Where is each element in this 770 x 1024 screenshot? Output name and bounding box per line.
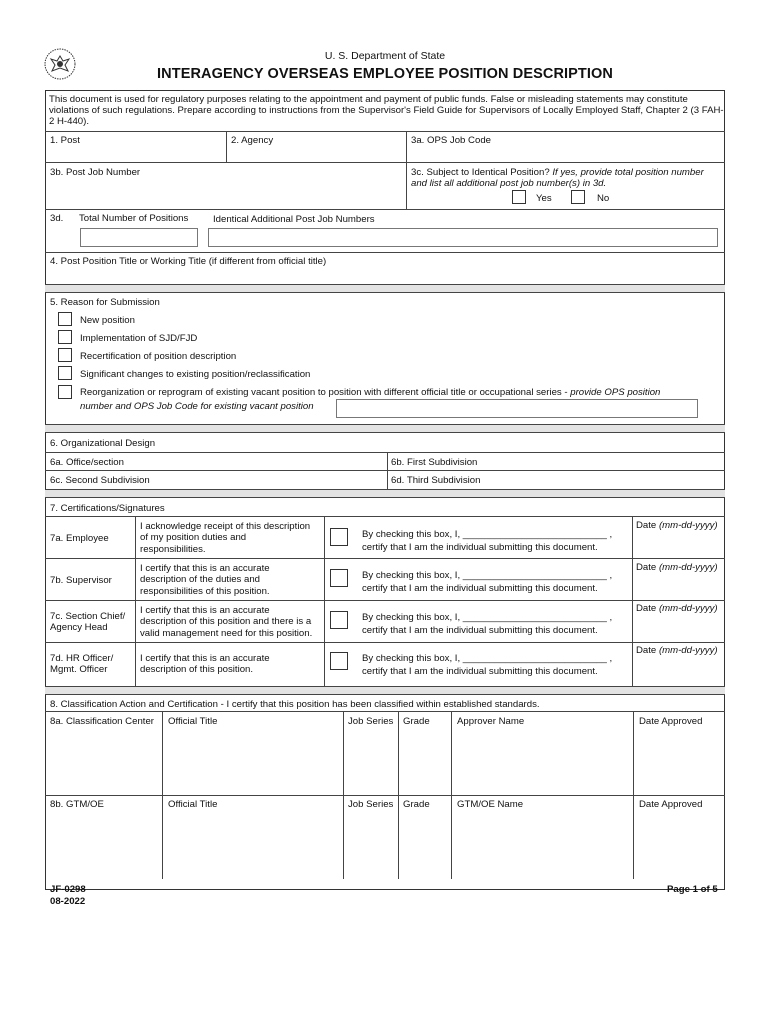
official-title-field[interactable]: Official Title bbox=[168, 716, 218, 727]
cert-text: I certify that this is an accurate description of this position. bbox=[140, 653, 270, 676]
date-approved-field[interactable]: Date Approved bbox=[639, 716, 703, 727]
job-series-field[interactable]: Job Series bbox=[348, 799, 394, 810]
grade-field[interactable]: Grade bbox=[403, 716, 430, 727]
reorganization-label: Reorganization or reprogram of existing vacant position to position with different official title or occupational series - provide OPS position bbox=[80, 387, 661, 398]
classification-center-field[interactable]: 8a. Classification Center bbox=[50, 716, 154, 727]
department-name: U. S. Department of State bbox=[324, 50, 446, 62]
cert-role: 7d. HR Officer/ Mgmt. Officer bbox=[50, 653, 114, 676]
num-positions-label: Total Number of Positions bbox=[79, 213, 189, 224]
vacant-position-input[interactable] bbox=[336, 399, 698, 418]
section-divider bbox=[45, 284, 725, 293]
cert-statement: By checking this box, I, ___________________________ , certify that I am the individual submitting this document. bbox=[362, 612, 613, 636]
page-number: Page 1 of 5 bbox=[667, 884, 718, 895]
cert-text: I certify that this is an accurate description of this position and there is a valid management need for this position. bbox=[140, 605, 313, 639]
date-field-hr-officer[interactable]: Date (mm-dd-yyyy) bbox=[636, 645, 718, 656]
date-approved-field[interactable]: Date Approved bbox=[639, 799, 703, 810]
post-job-number-field[interactable]: 3b. Post Job Number bbox=[50, 167, 141, 178]
first-subdivision-field[interactable]: 6b. First Subdivision bbox=[391, 457, 478, 468]
significant-changes-label: Significant changes to existing position/reclassification bbox=[80, 369, 311, 380]
second-subdivision-field[interactable]: 6c. Second Subdivision bbox=[50, 475, 150, 486]
intro-text: This document is used for regulatory purposes relating to the appointment and payment of public funds. False or misleading statements may constitute violations of such regulations. Prepare according to instructions from the Supervisor's Field Guide for Supervisors of Locally Employed Staff, Chapter 2 (3 FAH-2 H-440). bbox=[49, 94, 724, 127]
no-label: No bbox=[597, 193, 610, 204]
significant-changes-checkbox[interactable] bbox=[58, 366, 72, 380]
cert-checkbox-hr-officer[interactable] bbox=[330, 652, 348, 670]
gtm-oe-name-field[interactable]: GTM/OE Name bbox=[457, 799, 524, 810]
form-title: INTERAGENCY OVERSEAS EMPLOYEE POSITION DESCRIPTION bbox=[157, 66, 613, 82]
org-heading: 6. Organizational Design bbox=[50, 438, 156, 449]
additional-jobs-input[interactable] bbox=[208, 228, 718, 247]
classification-heading: 8. Classification Action and Certification - I certify that this position has been classified within established standards. bbox=[50, 699, 540, 710]
identical-position-note: and list all additional post job number(s) in 3d. bbox=[411, 178, 607, 189]
cert-text: I acknowledge receipt of this description of my position duties and responsibilities. bbox=[140, 521, 311, 555]
implementation-label: Implementation of SJD/FJD bbox=[80, 333, 198, 344]
reorganization-label-2: number and OPS Job Code for existing vacant position bbox=[80, 401, 314, 412]
section-divider bbox=[45, 424, 725, 433]
no-checkbox[interactable] bbox=[571, 190, 585, 204]
agency-field[interactable]: 2. Agency bbox=[231, 135, 274, 146]
date-field-section-chief[interactable]: Date (mm-dd-yyyy) bbox=[636, 603, 718, 614]
cert-statement: By checking this box, I, ___________________________ , certify that I am the individual submitting this document. bbox=[362, 570, 613, 594]
position-title-field[interactable]: 4. Post Position Title or Working Title (if different from official title) bbox=[50, 256, 327, 267]
date-field-employee[interactable]: Date (mm-dd-yyyy) bbox=[636, 520, 718, 531]
recertification-label: Recertification of position description bbox=[80, 351, 237, 362]
section-divider bbox=[45, 489, 725, 498]
yes-checkbox[interactable] bbox=[512, 190, 526, 204]
date-field-supervisor[interactable]: Date (mm-dd-yyyy) bbox=[636, 562, 718, 573]
recertification-checkbox[interactable] bbox=[58, 348, 72, 362]
cert-checkbox-section-chief[interactable] bbox=[330, 611, 348, 629]
num-positions-input[interactable] bbox=[80, 228, 198, 247]
cert-heading: 7. Certifications/Signatures bbox=[50, 503, 165, 514]
num-positions-prefix: 3d. bbox=[50, 213, 64, 224]
job-series-field[interactable]: Job Series bbox=[348, 716, 394, 727]
gtm-oe-field[interactable]: 8b. GTM/OE bbox=[50, 799, 104, 810]
cert-text: I certify that this is an accurate description of the duties and responsibilities of this position. bbox=[140, 563, 270, 597]
new-position-label: New position bbox=[80, 315, 135, 326]
cert-checkbox-employee[interactable] bbox=[330, 528, 348, 546]
cert-statement: By checking this box, I, ___________________________ , certify that I am the individual submitting this document. bbox=[362, 529, 613, 553]
section-divider bbox=[45, 686, 725, 695]
implementation-checkbox[interactable] bbox=[58, 330, 72, 344]
approver-name-field[interactable]: Approver Name bbox=[457, 716, 525, 727]
reason-heading: 5. Reason for Submission bbox=[50, 297, 160, 308]
office-section-field[interactable]: 6a. Office/section bbox=[50, 457, 124, 468]
new-position-checkbox[interactable] bbox=[58, 312, 72, 326]
form-number: JF-0298 08-2022 bbox=[50, 884, 86, 907]
post-field[interactable]: 1. Post bbox=[50, 135, 80, 146]
third-subdivision-field[interactable]: 6d. Third Subdivision bbox=[391, 475, 481, 486]
cert-statement: By checking this box, I, ___________________________ , certify that I am the individual submitting this document. bbox=[362, 653, 613, 677]
additional-jobs-label: Identical Additional Post Job Numbers bbox=[213, 214, 375, 225]
cert-role: 7a. Employee bbox=[50, 533, 109, 544]
reorganization-checkbox[interactable] bbox=[58, 385, 72, 399]
grade-field[interactable]: Grade bbox=[403, 799, 430, 810]
identical-position-question: 3c. Subject to Identical Position? If yes, provide total position number bbox=[411, 167, 704, 178]
ops-job-code-field[interactable]: 3a. OPS Job Code bbox=[411, 135, 491, 146]
official-title-field[interactable]: Official Title bbox=[168, 799, 218, 810]
cert-role: 7b. Supervisor bbox=[50, 575, 112, 586]
cert-role: 7c. Section Chief/ Agency Head bbox=[50, 611, 126, 634]
yes-label: Yes bbox=[536, 193, 552, 204]
cert-checkbox-supervisor[interactable] bbox=[330, 569, 348, 587]
